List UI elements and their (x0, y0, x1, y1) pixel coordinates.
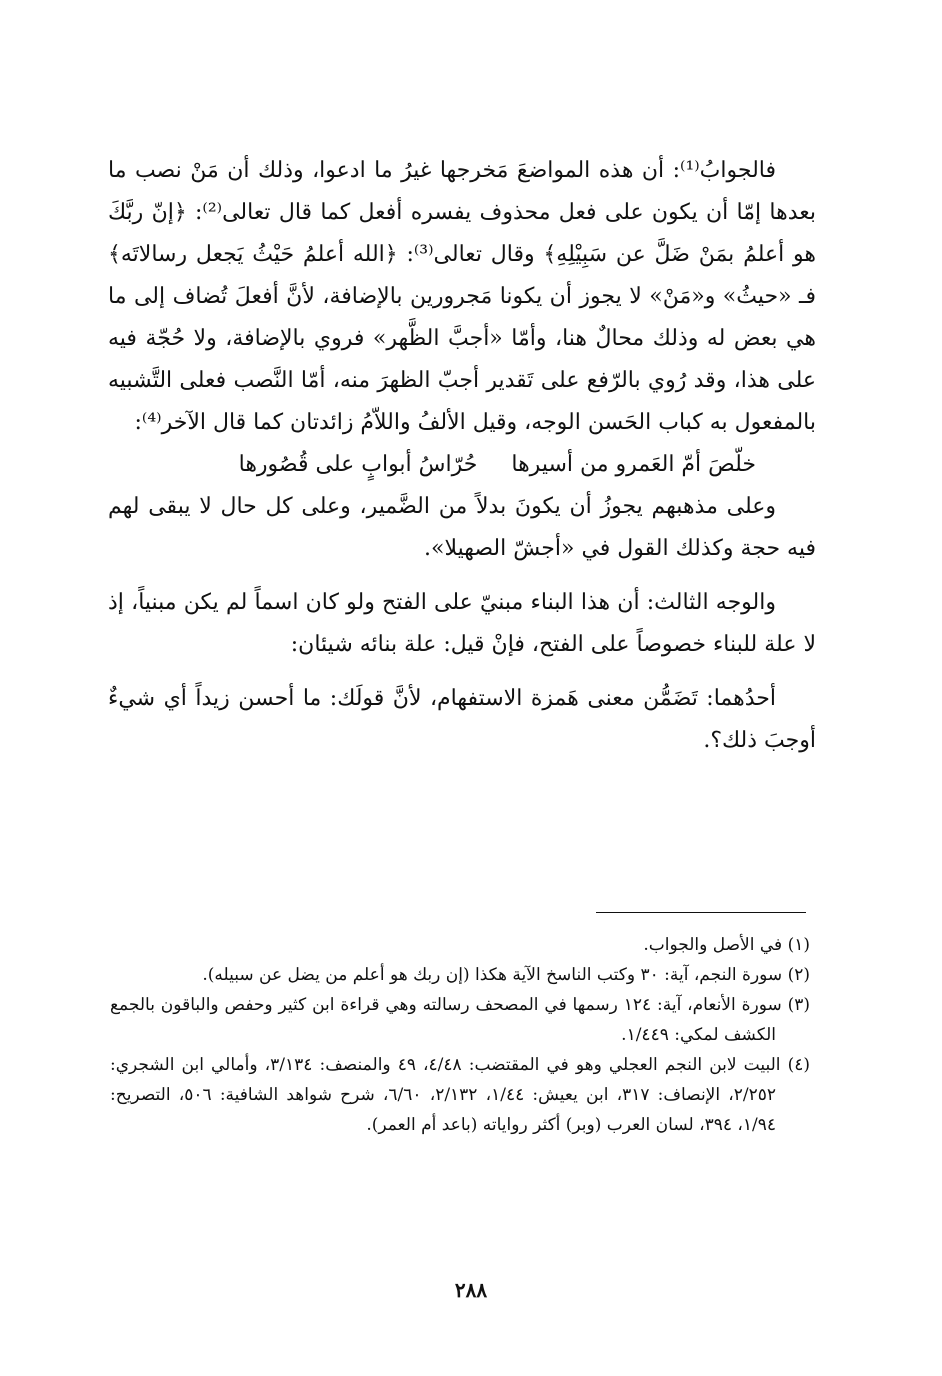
poetry-verse (108, 444, 816, 486)
page-number: ٢٨٨ (454, 1278, 488, 1302)
after-verse-paragraph: وعلى مذهبهم يجوزُ أن يكونَ بدلاً من الضَّمير، وعلى كل حال لا يبقى لهم فيه حجة وكذلك القول في «أجشّ الصهيلا». (108, 494, 816, 561)
footnote-1: (١) في الأصل والجواب. (643, 935, 810, 955)
main-text (108, 150, 816, 762)
footnote-2: (٢) سورة النجم، آية: ٣٠ وكتب الناسخ الآية هكذا (إن ربك هو أعلم من يضل عن سبيله). (202, 965, 810, 985)
verse-first-hemistich: خلّصَ أمّ العَمرو من أسيرها (511, 452, 756, 477)
first-reason-paragraph: أحدُهما: تَضَمُّن معنى هَمزة الاستفهام، لأنَّ قولَك: ما أحسن زيداً أي شيءٌ أوجبَ ذلك؟. (108, 686, 816, 753)
footnote-4: (٤) البيت لابن النجم العجلي وهو في المقتضب: ٤/٤٨، ٤٩ والمنصف: ٣/١٣٤، وأمالي ابن الشجري: ٢/٢٥٢، الإنصاف: ٣١٧، ابن يعيش: ١/٤٤، ٢/١٣٢، ٦/٦٠، شرح شواهد الشافية: ٥٠٦، التصريح: ١/٩٤، ٣٩٤، لسان العرب (وبر) أكثر رواياته (باعد أم العمر). (110, 1055, 810, 1135)
footnotes (110, 930, 810, 1140)
answer-paragraph: فالجوابُ⁽¹⁾: أن هذه المواضعَ مَخرجها غيرُ ما ادعوا، وذلك أن مَنْ نصب ما بعدها إمّا أن يكون على فعل محذوف يفسره أفعل كما قال تعالى⁽²⁾: ﴿إنّ ربَّكَ هو أعلمُ بمَنْ ضَلَّ عن سَبِيْلِهِ﴾ وقال تعالى⁽³⁾: ﴿الله أعلمُ حَيْثُ يَجعل رسالاتَه﴾ فـ «حيثُ» و«مَنْ» لا يجوز أن يكونا مَجرورين بالإضافة، لأنَّ أفعلَ تُضاف إلى ما هي بعض له وذلك محالٌ هنا، وأمّا «أجبَّ الظَّهر» فروي بالإضافة، ولا حُجّة فيه على هذا، وقد رُوي بالرّفع على تَقدير أجبّ الظهرَ منه، أمّا النَّصب فعلى التَّشبيه بالمفعول به كباب الحَسن الوجه، وقيل الألفُ واللاّمُ زائدتان كما قال الآخر⁽⁴⁾: (108, 158, 817, 435)
footnote-divider (596, 912, 806, 913)
third-aspect-paragraph: والوجه الثالث: أن هذا البناء مبنيّ على الفتح ولو كان اسماً لم يكن مبنياً، إذ لا علة للبناء خصوصاً على الفتح، فإنْ قيل: علة بنائه شيئان: (108, 590, 816, 657)
footnote-3: (٣) سورة الأنعام، آية: ١٢٤ رسمها في المصحف رسالته وهي قراءة ابن كثير وحفص والباقون بالجمع الكشف لمكي: ١/٤٤٩. (110, 995, 811, 1045)
verse-second-hemistich: حُرّاسُ أبوابٍ على قُصُورها (238, 452, 478, 477)
